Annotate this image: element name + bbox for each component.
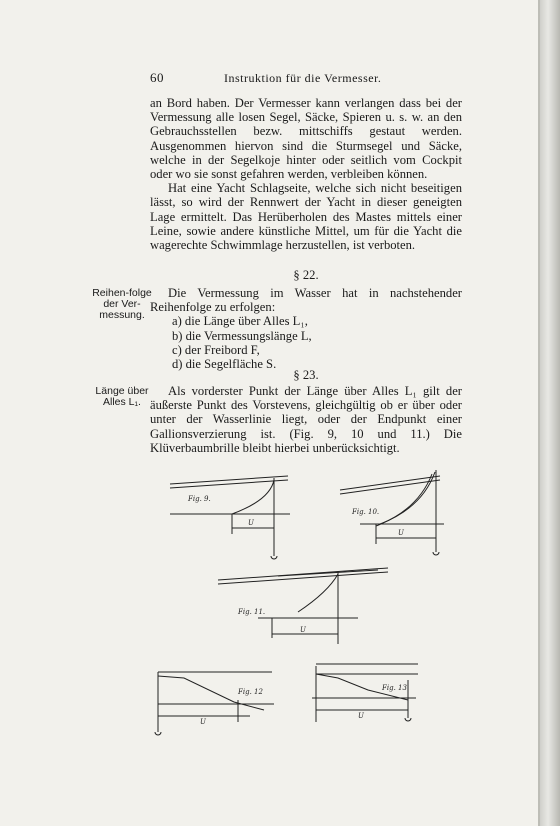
stem-curve	[232, 480, 274, 514]
section-22-intro: Die Vermessung im Wasser hat in nachstehender Reihenfolge zu erfolgen:	[150, 286, 462, 315]
section-22-body	[150, 286, 462, 371]
section-23-body	[150, 384, 462, 455]
plumb-bob	[155, 732, 161, 735]
list-item: b) die Vermessungslänge L,	[172, 328, 312, 343]
figure-12	[154, 666, 279, 742]
bowsprit-line	[278, 570, 378, 576]
page-number: 60	[150, 70, 164, 85]
figure-label: Fig. 9.	[188, 495, 211, 503]
paragraph-1: an Bord haben. Der Vermesser kann verlangen dass bei der Vermessung alle losen Segel, Säcke, Spieren u. s. w. an den Gebrauchsstellen bezw. mittschiffs gestaut werden. Ausgenommen hiervon sind die Sturmsegel und Säcke, welche in der Segelkoje hinter oder seitlich vom Cockpit oder wo sie sonst gefahren werden, verbleiben können.	[150, 96, 462, 182]
paragraph-2: Hat eine Yacht Schlagseite, welche sich nicht beseitigen lässt, so wird der Rennwert der Yacht in dieser geneigten Lage ermittelt. Das Herüberholen des Mastes mittels einer Leine, sowie andere künstliche Mittel, um für die Yacht die wagerechte Schwimmlage herzustellen, ist verboten.	[150, 181, 462, 253]
figure-9	[170, 470, 300, 560]
body-text-top	[150, 96, 462, 252]
list-item: d) die Segelfläche S.	[172, 357, 277, 372]
plumb-bob	[433, 552, 439, 555]
measurement-order-list	[150, 314, 462, 371]
book-edge	[540, 0, 560, 826]
dimension-label: U	[358, 712, 364, 720]
deck-line	[170, 476, 288, 484]
section-23-paragraph: Als vorderster Punkt der Länge über Alles L₁ gilt der äußerste Punkt des Vorstevens, gleichgültig ob er über oder unter der Wasserlinie liegt, oder der Endpunkt einer Gallionsverzierung ist. (Fig. 9, 10 und 11.) Die Klüverbaumbrille bleibt hierbei unberücksichtigt.	[150, 384, 462, 455]
margin-note-23: Länge über Alles L₁.	[95, 385, 149, 408]
figure-11	[218, 562, 398, 646]
figure-13	[308, 660, 426, 736]
figure-label: Fig. 11.	[238, 608, 266, 616]
deck-line	[170, 480, 288, 488]
dimension-label: U	[200, 718, 206, 726]
dimension-label: U	[398, 529, 404, 537]
figure-10	[340, 468, 450, 560]
section-23-heading: § 23.	[293, 368, 319, 382]
running-title: Instruktion für die Vermesser.	[224, 71, 382, 85]
plumb-bob	[271, 556, 277, 559]
figure-label: Fig. 12	[238, 688, 263, 696]
figure-label: Fig. 13.	[382, 684, 410, 692]
list-item: c) der Freibord F,	[172, 342, 260, 357]
dimension-label: U	[300, 626, 306, 634]
figure-label: Fig. 10.	[352, 508, 380, 516]
section-22-heading: § 22.	[293, 268, 319, 282]
plumb-bob	[405, 718, 411, 721]
stem-curve	[298, 574, 338, 612]
list-item: a) die Länge über Alles L₁,	[172, 314, 308, 329]
margin-note-22: Reihen-folge der Ver-messung.	[92, 287, 152, 321]
dimension-label: U	[248, 519, 254, 527]
stem-curve	[380, 472, 435, 524]
